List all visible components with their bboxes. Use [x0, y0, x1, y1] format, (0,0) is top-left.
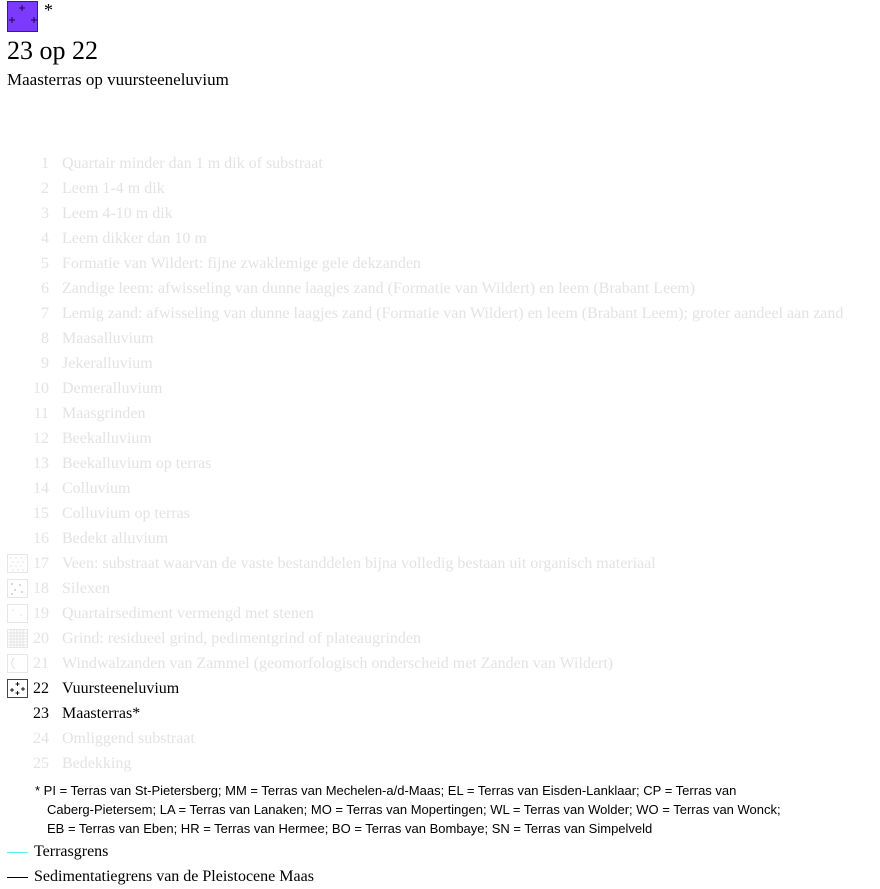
legend-item: [0, 601, 880, 626]
legend-item-number: 22: [33, 680, 49, 697]
legend-item-label: Bedekt alluvium: [62, 530, 169, 547]
legend-item-number: 3: [41, 205, 49, 222]
legend-item-number: 14: [33, 480, 49, 497]
legend-item-label: Vuursteeneluvium: [62, 680, 180, 697]
legend-item: [0, 176, 880, 201]
legend-item-number: 25: [33, 755, 49, 772]
legend-item-label: Jekeralluvium: [62, 355, 153, 372]
legend-item-label: Quartairsediment vermengd met stenen: [62, 605, 314, 622]
legend-item: [0, 701, 880, 726]
legend-item: [0, 351, 880, 376]
legend-item: [0, 426, 880, 451]
legend-item-number: 4: [41, 230, 49, 247]
legend-item-label: Beekalluvium: [62, 430, 152, 447]
legend-item-number: 7: [41, 305, 49, 322]
legend-item-number: 17: [33, 555, 49, 572]
legend-item-label: Leem 4-10 m dik: [62, 205, 173, 222]
legend-item-label: Maasalluvium: [62, 330, 154, 347]
legend-item-number: 5: [41, 255, 49, 272]
legend-item-label: Leem 1-4 m dik: [62, 180, 165, 197]
legend-item: [0, 451, 880, 476]
legend-item-number: 1: [41, 155, 49, 172]
legend-item-number: 23: [33, 705, 49, 722]
footnote-line: EB = Terras van Eben; HR = Terras van Hermee; BO = Terras van Bombaye; SN = Terras van Simpelveld: [47, 821, 653, 836]
legend-item-label: Beekalluvium op terras: [62, 455, 212, 472]
legend-item: [0, 526, 880, 551]
legend-item: [0, 401, 880, 426]
legend-item-label: Zandige leem: afwisseling van dunne laagjes zand (Formatie van Wildert) en leem (Brabant Leem): [62, 280, 696, 297]
footnote-line: * PI = Terras van St-Pietersberg; MM = Terras van Mechelen-a/d-Maas; EL = Terras van Eisden-Lanklaar; CP = Terras van: [35, 783, 737, 798]
legend-item: [0, 226, 880, 251]
legend-item-label: Silexen: [62, 580, 110, 597]
legend-item-number: 12: [33, 430, 49, 447]
legend-item: [0, 576, 880, 601]
legend-item-label: Bedekking: [62, 755, 132, 772]
legend-item: [0, 326, 880, 351]
legend-item-number: 13: [33, 455, 49, 472]
footnote-line: Caberg-Pietersem; LA = Terras van Lanaken; MO = Terras van Mopertingen; WL = Terras van Wolder; WO = Terras van Wonck;: [47, 802, 781, 817]
legend-item-label: Formatie van Wildert: fijne zwaklemige gele dekzanden: [62, 255, 421, 272]
legend-item-label: Maasterras*: [62, 705, 141, 722]
legend-item: [0, 651, 880, 676]
legend-item-number: 20: [33, 630, 49, 647]
legend-item-number: 19: [33, 605, 49, 622]
legend-item-label: Colluvium: [62, 480, 131, 497]
legend-item: [0, 251, 880, 276]
legend-item-label: Veen: substraat waarvan de vaste bestanddelen bijna volledig bestaan uit organisch materiaal: [62, 555, 656, 572]
legend-item-label: Demeralluvium: [62, 380, 163, 397]
legend-item-number: 16: [33, 530, 49, 547]
legend-item: [0, 301, 880, 326]
legend-item-label: Leem dikker dan 10 m: [62, 230, 207, 247]
legend-item: [0, 476, 880, 501]
legend-item-label: Lemig zand: afwisseling van dunne laagjes zand (Formatie van Wildert) en leem (Brabant Leem); groter aandeel aan zand: [62, 305, 844, 322]
legend-item: [0, 726, 880, 751]
dune-pattern-icon: [7, 654, 28, 673]
legend-item-label: Colluvium op terras: [62, 505, 190, 522]
terrace-footnote: [35, 781, 835, 838]
legend-item-label: Grind: residueel grind, pedimentgrind of plateaugrinden: [62, 630, 422, 647]
page-subtitle: Maasterras op vuursteeneluvium: [7, 70, 229, 89]
legend-item-number: 18: [33, 580, 49, 597]
legend: [0, 151, 880, 776]
plus-pattern-icon: [8, 2, 37, 31]
sedimentation-boundary-line-icon: [7, 877, 28, 878]
gravel-pattern-icon: [7, 629, 28, 648]
line-legend-label: Terrasgrens: [34, 843, 109, 860]
legend-item: [0, 276, 880, 301]
legend-item-number: 9: [41, 355, 49, 372]
plus-pattern-icon: [7, 679, 28, 698]
legend-item-number: 6: [41, 280, 49, 297]
legend-item-label: Windwalzanden van Zammel (geomorfologisch onderscheid met Zanden van Wildert): [62, 655, 614, 672]
legend-item-number: 11: [33, 405, 49, 422]
legend-item: [0, 201, 880, 226]
legend-item-number: 8: [41, 330, 49, 347]
legend-item-number: 2: [41, 180, 49, 197]
map-swatch: [7, 1, 38, 32]
page-title: 23 op 22: [7, 36, 98, 65]
legend-item-number: 21: [33, 655, 49, 672]
flint-pattern-icon: [7, 579, 28, 598]
legend-item-label: Quartair minder dan 1 m dik of substraat: [62, 155, 323, 172]
legend-item: [0, 151, 880, 176]
line-legend-label: Sedimentatiegrens van de Pleistocene Maas: [34, 868, 314, 885]
legend-item-number: 15: [33, 505, 49, 522]
legend-item: [0, 501, 880, 526]
legend-item-label: Maasgrinden: [62, 405, 146, 422]
legend-item-number: 24: [33, 730, 49, 747]
legend-item-label: Omliggend substraat: [62, 730, 195, 747]
legend-item: [0, 551, 880, 576]
footnote-marker: *: [44, 0, 53, 20]
legend-item: [0, 376, 880, 401]
legend-item: [0, 751, 880, 776]
stones-pattern-icon: [7, 604, 28, 623]
legend-item: [0, 676, 880, 701]
legend-item-number: 10: [33, 380, 49, 397]
peat-pattern-icon: [7, 554, 28, 573]
terrace-boundary-line-icon: [7, 852, 28, 853]
legend-item: [0, 626, 880, 651]
